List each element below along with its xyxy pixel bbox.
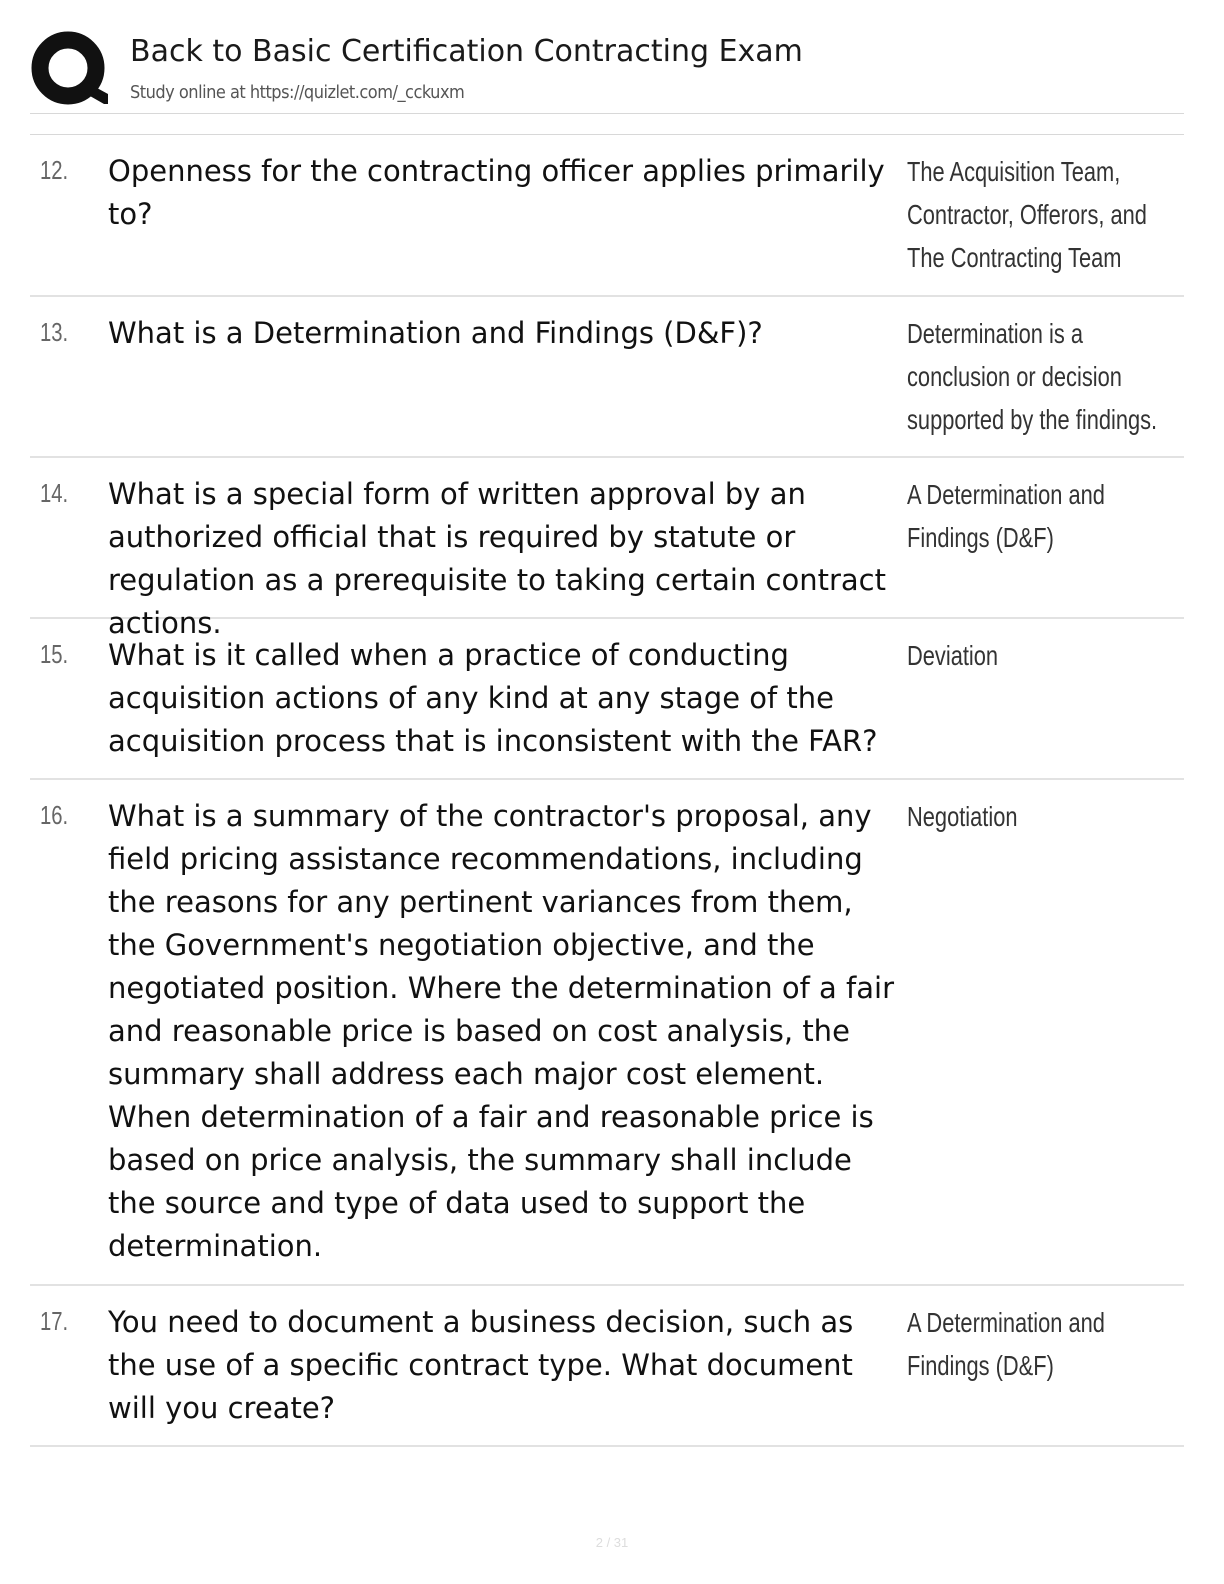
flashcard-list: [30, 135, 1184, 1447]
card-number: 15.: [40, 639, 69, 669]
flashcard-row: [30, 297, 1184, 458]
flashcard-row: [30, 135, 1184, 297]
card-question: What is a summary of the contractor's proposal, any field pricing assistance recommendations, including the reasons for any pertinent variances from them, the Government's negotiation objective, and the negotiated position. Where the determination of a fair and reasonable price is based on cost analysis, the summary shall address each major cost element. When determination of a fair and reasonable price is based on price analysis, the summary shall include the source and type of data used to support the determination.: [108, 799, 894, 1263]
card-answer: A Determination and Findings (D&F): [907, 479, 1105, 553]
card-question: What is a special form of written approval by an authorized official that is required by statute or regulation as a prerequisite to taking certain contract actions.: [108, 477, 886, 640]
flashcard-row: [30, 619, 1184, 780]
card-number: 12.: [40, 155, 69, 185]
card-number: 17.: [40, 1306, 69, 1336]
page-title: Back to Basic Certification Contracting Exam: [130, 34, 803, 69]
card-number: 13.: [40, 317, 69, 347]
card-question: What is it called when a practice of conducting acquisition actions of any kind at any stage of the acquisition process that is inconsistent with the FAR?: [108, 638, 878, 758]
card-number: 16.: [40, 800, 69, 830]
page-subtitle: Study online at https://quizlet.com/_cckuxm: [130, 82, 465, 103]
flashcard-row: [30, 780, 1184, 1286]
card-answer: A Determination and Findings (D&F): [907, 1307, 1105, 1381]
card-question: You need to document a business decision, such as the use of a specific contract type. What document will you create?: [108, 1305, 854, 1425]
card-answer: The Acquisition Team, Contractor, Offerors, and The Contracting Team: [907, 156, 1147, 273]
card-answer: Deviation: [907, 640, 999, 671]
header-divider: [30, 113, 1184, 114]
card-question: Openness for the contracting officer applies primarily to?: [108, 154, 885, 231]
card-number: 14.: [40, 478, 69, 508]
page-number: 2 / 31: [595, 1535, 629, 1550]
page-header: [30, 30, 1184, 116]
flashcard-row: [30, 458, 1184, 640]
card-answer: Negotiation: [907, 801, 1018, 832]
card-question: What is a Determination and Findings (D&F)?: [108, 316, 763, 350]
quizlet-logo-icon: [30, 30, 110, 110]
card-answer: Determination is a conclusion or decision supported by the findings.: [907, 318, 1158, 435]
flashcard-row: [30, 1286, 1184, 1447]
